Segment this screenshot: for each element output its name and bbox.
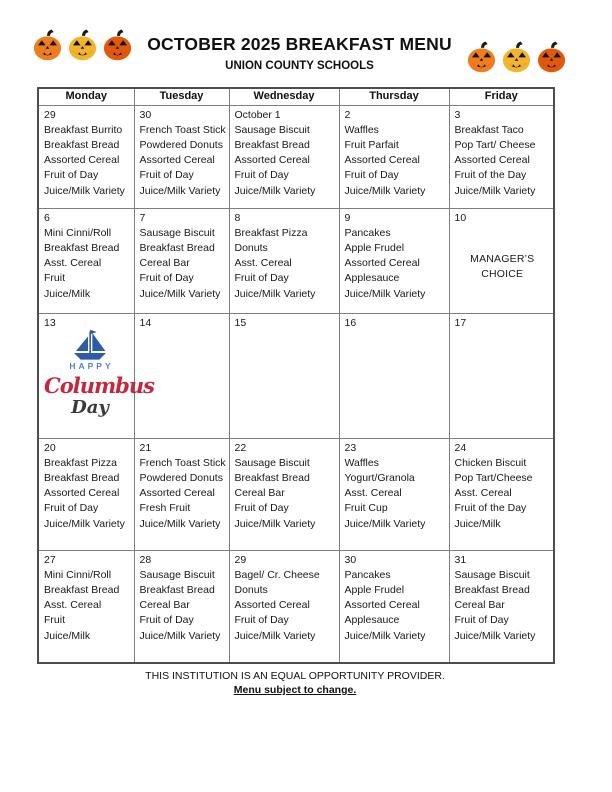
menu-item: Assorted Cereal	[344, 599, 420, 612]
page-header	[0, 0, 612, 76]
menu-item: Mini Cinni/Roll	[44, 568, 112, 581]
column-header-tuesday: Tuesday	[134, 88, 229, 105]
menu-item: Assorted Cereal	[139, 487, 215, 500]
date-label: 27	[44, 553, 56, 566]
menu-item: Sausage Biscuit	[454, 568, 530, 581]
date-label: 10	[454, 211, 467, 224]
date-label: October 1	[234, 108, 281, 121]
calendar-day-cell	[229, 313, 339, 438]
calendar-day-cell	[229, 550, 339, 663]
managers-choice-label: MANAGER’S CHOICE	[470, 252, 535, 280]
date-label: 30	[139, 108, 152, 121]
calendar-day-cell	[449, 550, 554, 663]
menu-item: Breakfast Taco	[454, 123, 524, 136]
menu-item: Fruit	[44, 614, 65, 627]
date-label: 6	[44, 211, 50, 224]
menu-item: Mini Cinni/Roll	[44, 226, 112, 239]
menu-item: Asst. Cereal	[44, 599, 102, 612]
pumpkin-icon	[500, 38, 533, 76]
calendar-week-row	[38, 105, 554, 208]
menu-item: Fruit of Day	[44, 169, 99, 182]
menu-item: Cereal Bar	[139, 257, 190, 270]
menu-item: Apple Frudel	[344, 583, 405, 596]
menu-item: Breakfast Bread	[44, 471, 120, 484]
title-block	[134, 26, 465, 72]
menu-item: Apple Frudel	[344, 241, 405, 254]
menu-item: Assorted Cereal	[44, 487, 120, 500]
calendar-week-row	[38, 550, 554, 663]
calendar-day-cell	[229, 208, 339, 313]
calendar-day-cell	[134, 550, 229, 663]
menu-item: Fruit of Day	[139, 169, 194, 182]
sailboat-icon	[70, 329, 110, 361]
columbus-happy-text: HAPPY	[69, 360, 114, 371]
menu-item: Breakfast Bread	[454, 583, 530, 596]
date-label: 7	[139, 211, 146, 224]
menu-item: Pop Tart/ Cheese	[454, 138, 536, 151]
date-label: 14	[139, 316, 152, 329]
menu-item: French Toast Stick	[139, 456, 226, 469]
pumpkin-icon	[535, 38, 568, 76]
menu-item: Fruit Parfait	[344, 138, 399, 151]
menu-item: Assorted Cereal	[234, 154, 310, 167]
menu-item: Yogurt/Granola	[344, 471, 415, 484]
calendar-day-cell	[134, 208, 229, 313]
calendar-day-cell	[38, 550, 134, 663]
menu-item: Applesauce	[344, 614, 400, 627]
menu-item: Asst. Cereal	[344, 487, 402, 500]
menu-item: Sausage Biscuit	[234, 456, 310, 469]
calendar-day-cell	[339, 313, 449, 438]
menu-item: Assorted Cereal	[344, 154, 420, 167]
menu-item: Cereal Bar	[139, 599, 190, 612]
menu-item: Juice/Milk Variety	[234, 287, 316, 300]
calendar-body	[38, 105, 554, 663]
menu-item: Breakfast Pizza	[234, 226, 308, 239]
menu-item: Powdered Donuts	[139, 471, 223, 484]
menu-item: Donuts	[234, 241, 268, 254]
menu-item: Breakfast Bread	[139, 583, 215, 596]
menu-item: Assorted Cereal	[139, 154, 215, 167]
date-label: 29	[44, 108, 56, 121]
menu-item: Juice/Milk	[454, 517, 501, 530]
menu-item: Waffles	[344, 456, 379, 469]
menu-item: Fruit of Day	[139, 614, 194, 627]
menu-item: Assorted Cereal	[234, 599, 310, 612]
page-footer	[37, 670, 553, 696]
menu-item: Fruit of Day	[234, 169, 289, 182]
menu-item: Fruit Cup	[344, 502, 388, 515]
menu-item: Fresh Fruit	[139, 502, 191, 515]
calendar-day-cell	[339, 438, 449, 550]
menu-item: Juice/Milk Variety	[344, 287, 426, 300]
column-header-monday: Monday	[38, 88, 134, 105]
menu-item: Pop Tart/Cheese	[454, 471, 533, 484]
pumpkin-icon	[465, 38, 498, 76]
date-label: 2	[344, 108, 351, 121]
calendar-week-row	[38, 438, 554, 550]
menu-item: Breakfast Bread	[139, 241, 215, 254]
date-label: 8	[234, 211, 241, 224]
date-label: 3	[454, 108, 461, 121]
menu-item: Juice/Milk Variety	[454, 184, 536, 197]
date-label: 16	[344, 316, 357, 329]
date-label: 21	[139, 441, 152, 454]
menu-item: Juice/Milk Variety	[344, 517, 426, 530]
pumpkin-icon	[101, 26, 134, 64]
date-label: 17	[454, 316, 467, 329]
menu-item: Breakfast Bread	[234, 471, 310, 484]
pumpkin-icon	[66, 26, 99, 64]
menu-item: Breakfast Bread	[44, 241, 120, 254]
calendar-day-cell	[134, 105, 229, 208]
menu-item: Breakfast Pizza	[44, 456, 117, 469]
page-subtitle: UNION COUNTY SCHOOLS	[225, 60, 374, 72]
menu-item: Applesauce	[344, 272, 400, 285]
menu-item: Juice/Milk Variety	[344, 629, 426, 642]
calendar-table	[37, 87, 555, 664]
column-header-wednesday: Wednesday	[229, 88, 339, 105]
menu-item: Pancakes	[344, 226, 391, 239]
menu-item: Asst. Cereal	[44, 257, 102, 270]
menu-item: Breakfast Burrito	[44, 123, 123, 136]
calendar-day-cell	[339, 550, 449, 663]
column-header-friday: Friday	[449, 88, 554, 105]
menu-item: French Toast Stick	[139, 123, 226, 136]
menu-change-notice: Menu subject to change.	[233, 684, 357, 696]
menu-item: Sausage Biscuit	[234, 123, 310, 136]
calendar-day-cell	[339, 208, 449, 313]
date-label: 9	[344, 211, 351, 224]
calendar-day-cell	[449, 105, 554, 208]
menu-item: Pancakes	[344, 568, 391, 581]
columbus-day-graphic	[44, 329, 154, 418]
pumpkin-icon	[31, 26, 64, 64]
calendar-header-row	[38, 88, 554, 105]
column-header-thursday: Thursday	[339, 88, 449, 105]
menu-item: Sausage Biscuit	[139, 226, 215, 239]
date-label: 29	[234, 553, 247, 566]
date-label: 28	[139, 553, 152, 566]
menu-item: Asst. Cereal	[234, 257, 292, 270]
menu-item: Fruit of Day	[234, 272, 289, 285]
menu-item: Fruit of Day	[344, 169, 399, 182]
page-title: OCTOBER 2025 BREAKFAST MENU	[147, 34, 452, 54]
menu-item: Waffles	[344, 123, 379, 136]
menu-item: Juice/Milk Variety	[344, 184, 426, 197]
menu-item: Cereal Bar	[234, 487, 285, 500]
calendar-day-cell	[449, 208, 554, 313]
columbus-script-text: Columbus	[44, 372, 154, 398]
date-label: 24	[454, 441, 467, 454]
menu-item: Juice/Milk Variety	[234, 184, 316, 197]
menu-item: Assorted Cereal	[454, 154, 530, 167]
menu-item: Breakfast Bread	[44, 138, 120, 151]
menu-item: Juice/Milk Variety	[454, 629, 536, 642]
pumpkin-group-right	[465, 38, 568, 76]
equal-opportunity-statement: THIS INSTITUTION IS AN EQUAL OPPORTUNITY PROVIDER.	[145, 670, 445, 682]
menu-item: Fruit of Day	[234, 502, 289, 515]
menu-item: Juice/Milk	[44, 287, 91, 300]
menu-item: Breakfast Bread	[44, 583, 120, 596]
menu-item: Assorted Cereal	[344, 257, 420, 270]
columbus-day-text: Day	[71, 396, 109, 418]
menu-item: Juice/Milk Variety	[44, 184, 125, 197]
menu-item: Powdered Donuts	[139, 138, 223, 151]
menu-item: Fruit of Day	[454, 614, 509, 627]
calendar-day-cell	[449, 313, 554, 438]
menu-item: Fruit of the Day	[454, 169, 527, 182]
date-label: 22	[234, 441, 247, 454]
menu-item: Fruit	[44, 272, 65, 285]
menu-item: Fruit of the Day	[454, 502, 527, 515]
menu-item: Juice/Milk Variety	[139, 629, 221, 642]
date-label: 30	[344, 553, 357, 566]
date-label: 20	[44, 441, 56, 454]
calendar-day-cell	[38, 208, 134, 313]
calendar-day-cell	[339, 105, 449, 208]
menu-item: Fruit of Day	[234, 614, 289, 627]
menu-item: Donuts	[234, 583, 268, 596]
menu-item: Bagel/ Cr. Cheese	[234, 568, 320, 581]
menu-item: Juice/Milk Variety	[139, 184, 221, 197]
menu-item: Breakfast Bread	[234, 138, 310, 151]
menu-item: Chicken Biscuit	[454, 456, 527, 469]
menu-item: Asst. Cereal	[454, 487, 512, 500]
calendar-day-cell	[38, 438, 134, 550]
date-label: 31	[454, 553, 467, 566]
date-label: 15	[234, 316, 247, 329]
menu-item: Juice/Milk Variety	[44, 517, 125, 530]
date-label: 13	[44, 316, 56, 329]
date-label: 23	[344, 441, 357, 454]
calendar-day-cell	[229, 438, 339, 550]
menu-item: Juice/Milk Variety	[139, 517, 221, 530]
menu-item: Juice/Milk Variety	[234, 629, 316, 642]
calendar-day-cell	[229, 105, 339, 208]
menu-item: Cereal Bar	[454, 599, 505, 612]
pumpkin-group-left	[31, 26, 134, 64]
menu-item: Juice/Milk	[44, 629, 91, 642]
calendar-week-row	[38, 313, 554, 438]
menu-item: Juice/Milk Variety	[139, 287, 221, 300]
calendar-week-row	[38, 208, 554, 313]
calendar-day-cell	[38, 105, 134, 208]
menu-item: Assorted Cereal	[44, 154, 120, 167]
calendar-day-cell	[134, 438, 229, 550]
menu-item: Fruit of Day	[139, 272, 194, 285]
menu-item: Fruit of Day	[44, 502, 99, 515]
menu-item: Sausage Biscuit	[139, 568, 215, 581]
calendar-day-cell	[449, 438, 554, 550]
menu-item: Juice/Milk Variety	[234, 517, 316, 530]
